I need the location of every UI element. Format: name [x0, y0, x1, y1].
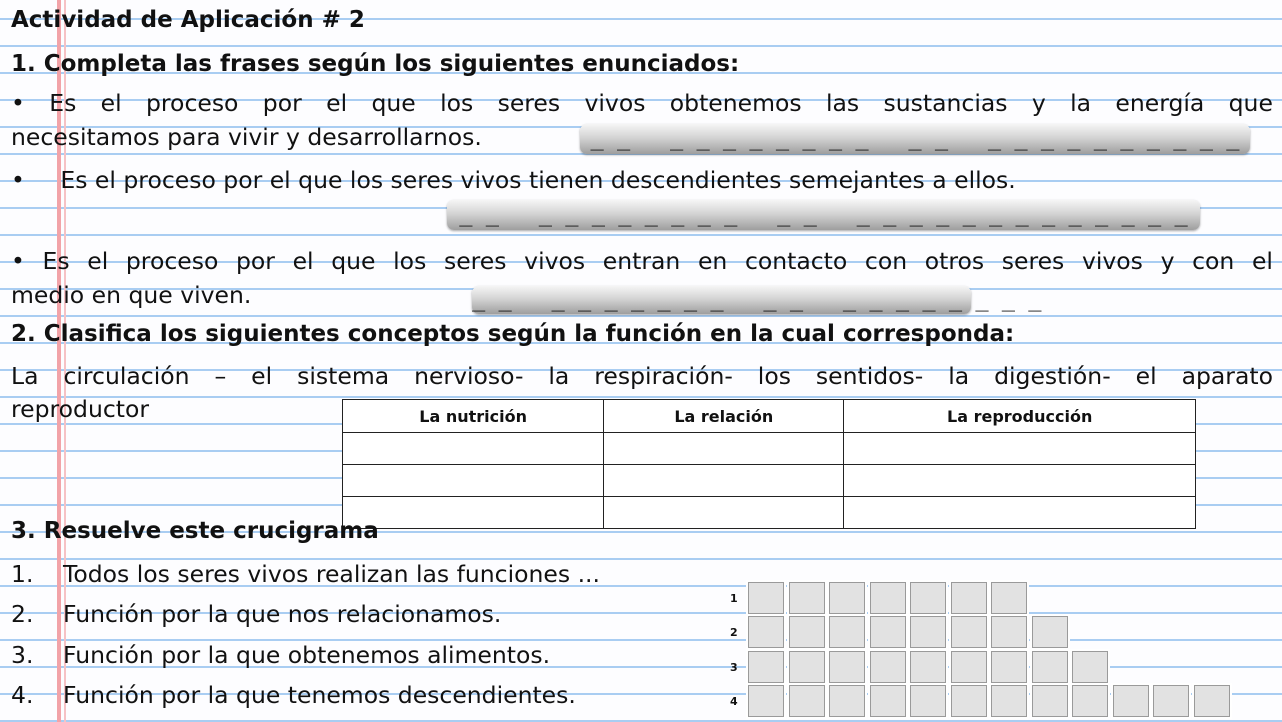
- word: energía: [1115, 89, 1205, 117]
- word: con: [864, 247, 908, 275]
- concepts-line1: [11, 362, 1273, 390]
- clue-number: 1.: [11, 560, 34, 588]
- table-cell[interactable]: [844, 465, 1196, 497]
- word: La: [11, 362, 39, 390]
- word: Es: [49, 89, 77, 117]
- section2-heading: 2. Clasifica los siguientes conceptos según la función en la cual corresponda:: [11, 321, 1015, 347]
- clue-number: 4.: [11, 681, 34, 709]
- crossword-cell[interactable]: [827, 614, 867, 650]
- clue-number: 3.: [11, 641, 34, 669]
- crossword-cell[interactable]: [787, 580, 827, 616]
- word: entran: [602, 247, 681, 275]
- item3-line2: medio en que viven.: [11, 281, 252, 309]
- word: proceso: [146, 89, 239, 117]
- word: otros: [924, 247, 985, 275]
- word: la: [1070, 89, 1092, 117]
- word: vivos: [584, 89, 646, 117]
- word: en: [697, 247, 728, 275]
- word: que: [331, 247, 376, 275]
- crossword-cell[interactable]: [1030, 683, 1070, 719]
- table-header-reproduccion: La reproducción: [844, 400, 1196, 433]
- item3-line1: [11, 247, 1273, 275]
- word: sistema: [297, 362, 390, 390]
- word: seres: [443, 247, 507, 275]
- word: Es: [42, 247, 70, 275]
- item2-line: [11, 166, 1016, 194]
- table-row: [343, 497, 1196, 529]
- clue-1: [11, 560, 600, 588]
- table-row: [343, 433, 1196, 465]
- clue-text: Función por la que tenemos descendientes.: [63, 681, 576, 709]
- classification-table: [342, 399, 1196, 529]
- answer-blank-1[interactable]: _ _ _ _ _ _ _ _ _ _ _ _ _ _ _ _ _ _ _ _ _ _: [580, 124, 1250, 154]
- word: el: [251, 362, 273, 390]
- word: digestión-: [994, 362, 1111, 390]
- bullet: •: [11, 89, 25, 117]
- clue-number: 2.: [11, 600, 34, 628]
- crossword-cell[interactable]: [949, 580, 989, 616]
- table-cell[interactable]: [343, 465, 604, 497]
- table-row: [343, 465, 1196, 497]
- word: que: [1228, 89, 1273, 117]
- answer-blank-3[interactable]: _ _ _ _ _ _ _ _ _ _ _ _ _ _ _ _ _ _ _: [472, 287, 1042, 312]
- word: seres: [1001, 247, 1065, 275]
- table-cell[interactable]: [343, 433, 604, 465]
- word: con: [1192, 247, 1235, 275]
- word: obtenemos: [669, 89, 802, 117]
- crossword-cell[interactable]: [908, 614, 948, 650]
- activity-title: Actividad de Aplicación # 2: [11, 7, 365, 33]
- crossword-cell[interactable]: [787, 683, 827, 719]
- clue-text: Función por la que nos relacionamos.: [63, 600, 502, 628]
- crossword-cell[interactable]: [787, 614, 827, 650]
- crossword-row-number: 2: [730, 626, 738, 639]
- word: los: [757, 362, 791, 390]
- word: por: [262, 89, 302, 117]
- crossword-cell[interactable]: [949, 614, 989, 650]
- word: el: [100, 89, 122, 117]
- crossword-cell[interactable]: [989, 614, 1029, 650]
- crossword-cell[interactable]: [908, 649, 948, 685]
- crossword-cell[interactable]: [989, 580, 1029, 616]
- crossword-cell[interactable]: [868, 683, 908, 719]
- bullet: •: [11, 247, 25, 275]
- crossword-cell[interactable]: [908, 683, 948, 719]
- word: el: [1135, 362, 1157, 390]
- word: respiración-: [594, 362, 733, 390]
- section3-heading: 3. Resuelve este crucigrama: [11, 518, 379, 544]
- word: sentidos-: [815, 362, 924, 390]
- table-header-relacion: La relación: [604, 400, 844, 433]
- word: el: [292, 247, 314, 275]
- crossword-cell[interactable]: [1192, 683, 1232, 719]
- word: la: [548, 362, 570, 390]
- word: –: [214, 362, 227, 390]
- table-cell[interactable]: [844, 433, 1196, 465]
- crossword-row-number: 3: [730, 661, 738, 674]
- clue-text: Todos los seres vivos realizan las funciones ...: [63, 560, 600, 588]
- word: las: [825, 89, 860, 117]
- crossword-cell[interactable]: [1070, 649, 1110, 685]
- table-cell[interactable]: [844, 497, 1196, 529]
- crossword-cell[interactable]: [827, 649, 867, 685]
- word: aparato: [1181, 362, 1273, 390]
- word: el: [1251, 247, 1273, 275]
- table-header-nutricion: La nutrición: [343, 400, 604, 433]
- clue-text: Función por la que obtenemos alimentos.: [63, 641, 551, 669]
- crossword-row-number: 1: [730, 592, 738, 605]
- crossword-cell[interactable]: [949, 683, 989, 719]
- crossword-cell[interactable]: [746, 649, 786, 685]
- word: y: [1031, 89, 1046, 117]
- word: vivos: [524, 247, 586, 275]
- item1-line1: [11, 89, 1273, 117]
- word: el: [87, 247, 109, 275]
- word: seres: [497, 89, 561, 117]
- item2-text: Es el proceso por el que los seres vivos tienen descendientes semejantes a ellos.: [60, 166, 1016, 194]
- word: y: [1160, 247, 1175, 275]
- crossword-cell[interactable]: [989, 649, 1029, 685]
- crossword-cell[interactable]: [746, 683, 786, 719]
- word: los: [440, 89, 474, 117]
- item1-line2: necesitamos para vivir y desarrollarnos.: [11, 123, 482, 151]
- word: nervioso-: [414, 362, 524, 390]
- word: el: [326, 89, 348, 117]
- crossword-cell[interactable]: [868, 580, 908, 616]
- crossword-cell[interactable]: [908, 580, 948, 616]
- crossword-cell[interactable]: [746, 614, 786, 650]
- word: la: [948, 362, 970, 390]
- crossword-cell[interactable]: [827, 683, 867, 719]
- word: por: [235, 247, 275, 275]
- crossword-cell[interactable]: [827, 580, 867, 616]
- concepts-line2: reproductor: [11, 395, 150, 423]
- word: proceso: [125, 247, 219, 275]
- table-cell[interactable]: [343, 497, 604, 529]
- clue-2: [11, 600, 501, 628]
- bullet: •: [11, 166, 25, 194]
- crossword-row-number: 4: [730, 695, 738, 708]
- table-cell[interactable]: [604, 497, 844, 529]
- word: sustancias: [883, 89, 1008, 117]
- crossword-cell[interactable]: [746, 580, 786, 616]
- word: que: [371, 89, 416, 117]
- crossword-cell[interactable]: [1151, 683, 1191, 719]
- crossword-cell[interactable]: [949, 649, 989, 685]
- crossword-cell[interactable]: [868, 614, 908, 650]
- clue-3: [11, 641, 550, 669]
- crossword-cell[interactable]: [787, 649, 827, 685]
- crossword-cell[interactable]: [1030, 649, 1070, 685]
- table-cell[interactable]: [604, 465, 844, 497]
- crossword-cell[interactable]: [1111, 683, 1151, 719]
- crossword-cell[interactable]: [1030, 614, 1070, 650]
- table-cell[interactable]: [604, 433, 844, 465]
- word: contacto: [744, 247, 848, 275]
- crossword-cell[interactable]: [1070, 683, 1110, 719]
- word: los: [393, 247, 427, 275]
- answer-blank-2[interactable]: _ _ _ _ _ _ _ _ _ _ _ _ _ _ _ _ _ _ _ _ _ _ _ _ _: [447, 200, 1200, 230]
- crossword-cell[interactable]: [989, 683, 1029, 719]
- clue-4: [11, 681, 576, 709]
- word: circulación: [63, 362, 190, 390]
- crossword-cell[interactable]: [868, 649, 908, 685]
- section1-heading: 1. Completa las frases según los siguientes enunciados:: [11, 51, 740, 77]
- word: vivos: [1081, 247, 1143, 275]
